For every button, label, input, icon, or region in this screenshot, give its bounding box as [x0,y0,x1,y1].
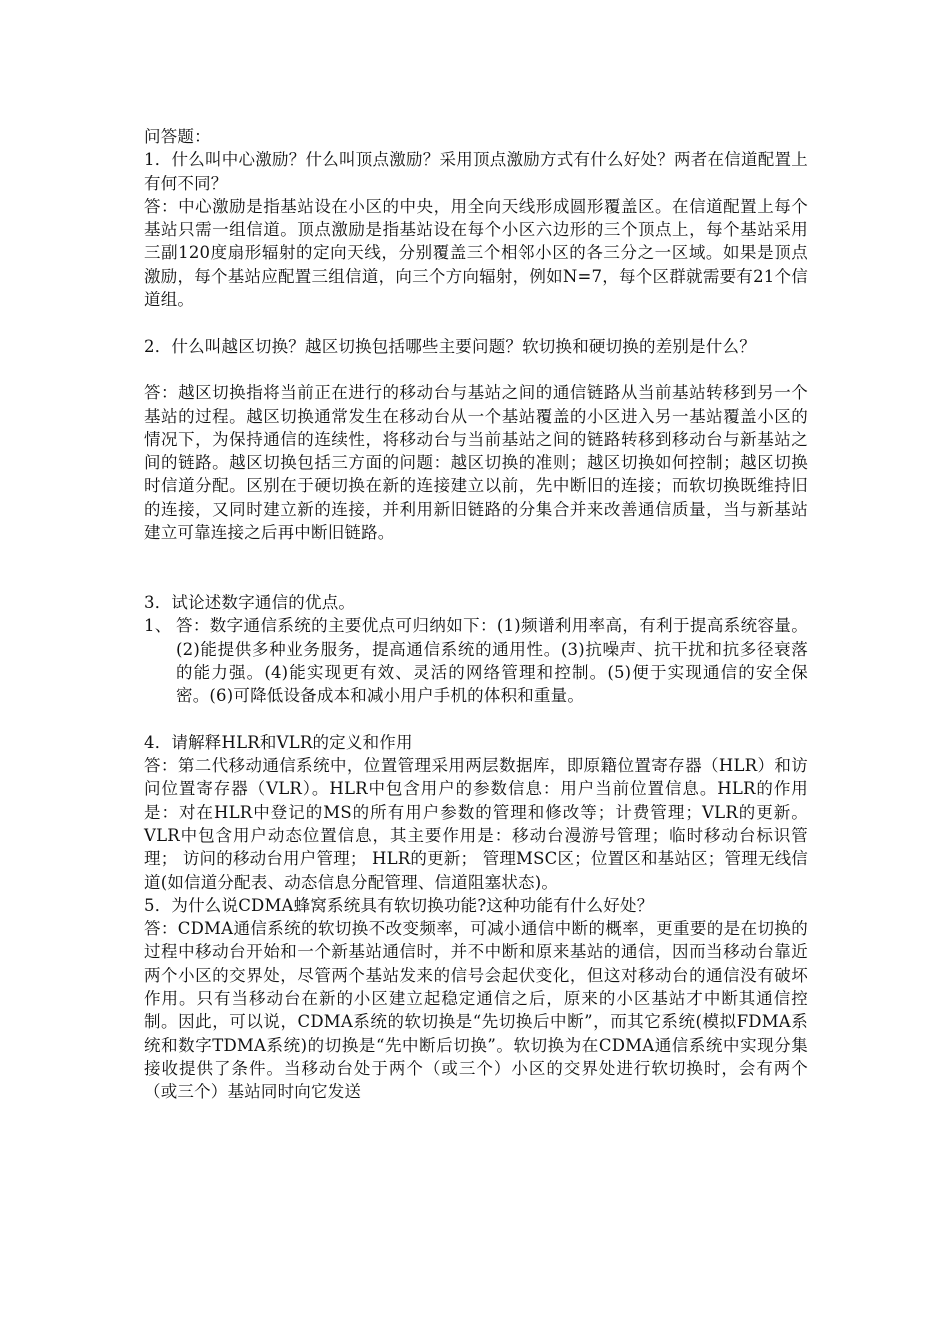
answer-3-list-item [144,614,808,707]
answer-3: 答：数字通信系统的主要优点可归纳如下：(1)频谱利用率高，有利于提高系统容量。(2)能提供多种业务服务，提高通信系统的通用性。(3)抗噪声、抗干扰和抗多径衰落的能力强。(4)能实现更有效、灵活的网络管理和控制。(5)便于实现通信的安全保密。(6)可降低设备成本和减小用户手机的体积和重量。 [176,616,808,706]
question-3: 3．试论述数字通信的优点。 [144,592,356,612]
list-marker: 1、 [144,616,172,636]
answer-5: 答：CDMA通信系统的软切换不改变频率，可减小通信中断的概率，更重要的是在切换的过程中移动台开始和一个新基站通信时，并不中断和原来基站的通信，因而当移动台靠近两个小区的交界处，尽管两个基站发来的信号会起伏变化，但这对移动台的通信没有破坏作用。只有当移动台在新的小区建立起稳定通信之后，原来的小区基站才中断其通信控制。因此，可以说，CDMA系统的软切换是“先切换后中断”，而其它系统(模拟FDMA系统和数字TDMA系统)的切换是“先中断后切换”。软切换为在CDMA通信系统中实现分集接收提供了条件。当移动台处于两个（或三个）小区的交界处进行软切换时，会有两个（或三个）基站同时向它发送 [144,919,808,1102]
spacer [144,358,808,381]
question-1: 1．什么叫中心激励？什么叫顶点激励？采用顶点激励方式有什么好处？两者在信道配置上有何不同？ [144,150,808,193]
question-5: 5．为什么说CDMA蜂窝系统具有软切换功能?这种功能有什么好处？ [144,895,654,915]
spacer [144,707,808,730]
spacer [144,544,808,591]
answer-1: 答：中心激励是指基站设在小区的中央，用全向天线形成圆形覆盖区。在信道配置上每个基站只需一组信道。顶点激励是指基站设在每个小区六边形的三个顶点上，每个基站采用三副120度扇形辐射的定向天线，分别覆盖三个相邻小区的各三分之一区域。如果是顶点激励，每个基站应配置三组信道，向三个方向辐射，例如N=7，每个区群就需要有21个信道组。 [144,196,808,310]
question-2: 2．什么叫越区切换？越区切换包括哪些主要问题？软切换和硬切换的差别是什么？ [144,336,756,356]
section-heading: 问答题： [144,127,211,146]
answer-2: 答：越区切换指将当前正在进行的移动台与基站之间的通信链路从当前基站转移到另一个基站的过程。越区切换通常发生在移动台从一个基站覆盖的小区进入另一基站覆盖小区的情况下，为保持通信的连续性，将移动台与当前基站之间的链路转移到移动台与新基站之间的链路。越区切换包括三方面的问题：越区切换的准则；越区切换如何控制；越区切换时信道分配。区别在于硬切换在新的连接建立以前，先中断旧的连接；而软切换既维持旧的连接，又同时建立新的连接，并利用新旧链路的分集合并来改善通信质量，当与新基站建立可靠连接之后再中断旧链路。 [144,383,808,543]
document-page [144,125,808,1103]
answer-4: 答：第二代移动通信系统中，位置管理采用两层数据库，即原籍位置寄存器（HLR）和访问位置寄存器（VLR）。HLR中包含用户的参数信息：用户当前位置信息。HLR的作用是：对在HLR中登记的MS的所有用户参数的管理和修改等；计费管理；VLR的更新。VLR中包含用户动态位置信息，其主要作用是：移动台漫游号管理；临时移动台标识管理； 访问的移动台用户管理； HLR的更新； 管理MSC区；位置区和基站区；管理无线信道(如信道分配表、动态信息分配管理、信道阻塞状态)。 [144,756,808,892]
question-4: 4．请解释HLR和VLR的定义和作用 [144,732,413,752]
spacer [144,311,808,334]
